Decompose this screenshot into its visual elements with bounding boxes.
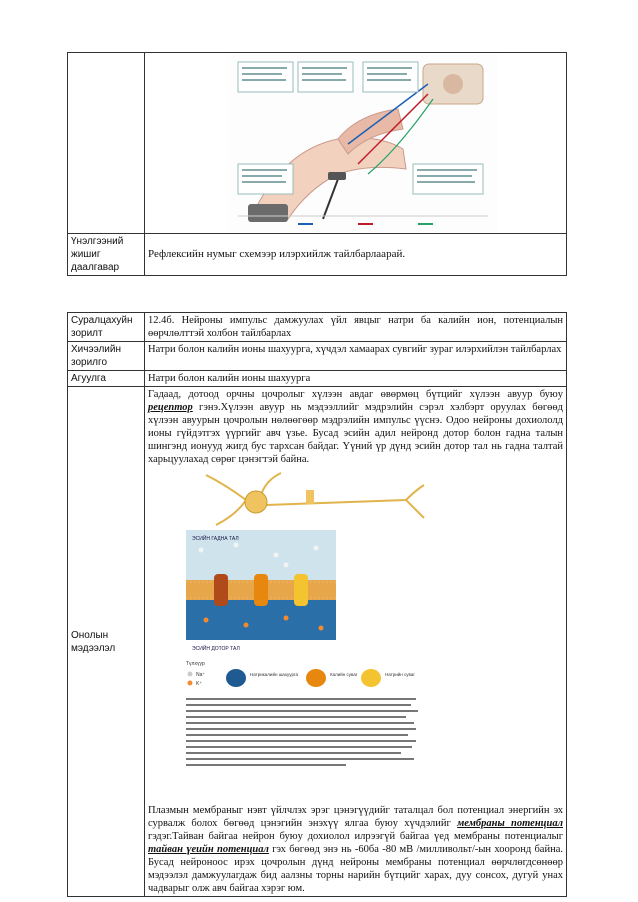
p1-text-c: гэнэ.Хүлээн авуур нь мэдээллийг мэдрэлийн сэрэл хэлбэрт оруулах бөгөөд хүлээн авуурын цочролын нөлөөгөөр мэдрэлийн импульс үүснэ. Одоо нейроны дохиололд ионы гүйдэтгэх үүргийг авч үзье. Бусад эсийн адил нейронд дотор болон гадна талын шингэнд ионууд жигд бус тархсан байдаг. Үүний үр дүнд эсийн дотор тал нь гадна талтай харьцуулахад сөрөг цэнэгтэй байна.: [148, 402, 563, 465]
p2-text-a: Плазмын мембраныг нэвт үйлчлэх эрэг цэнэгүүдийг таталцал бол потенциал энергийн эх сурвалж болох бөгөөд цэнэгийн энэхүү ялгаа буюу хүчдэлийг: [148, 805, 563, 829]
row-label-objective: Суралцахуйн зорилт: [68, 313, 145, 342]
membrane-diagram: [166, 470, 426, 800]
row-label-content: Агуулга: [68, 371, 145, 387]
theory-paragraph-2: [148, 804, 563, 895]
p2-text-e: гэх бөгөөд энэ нь -60ба -80 мВ /милливольт/-ын хооронд байна. Бусад нейроноос ирэх цочролын дүнд нейроны мембраны потенциал өөрчлөгдсөнөөр мэдээлэл дамжуулагдаж бид аалзны торны нарийн бүтцийг харах, дуу сонсох, дугуй унах чадварыг олж авч байгаа хэрэг юм.: [148, 844, 563, 894]
term-receptor: рецептор: [148, 402, 193, 413]
legend-pump: Натрикалийн шахуурга: [250, 672, 299, 677]
p2-text-c: гэдэг.Тайван байгаа нейрон буюу дохиолол илрээгүй байгаа үед мембраны потенциалыг: [148, 831, 563, 842]
theory-paragraph-1: [148, 388, 563, 466]
assessment-label: Үнэлгээний жишиг даалгавар: [68, 234, 145, 276]
legend-title: Түлхүүр: [186, 661, 205, 667]
term-resting-potential: тайван үеийн потенциал: [148, 844, 269, 855]
row-content-content: Натри болон калийн ионы шахуурга: [145, 371, 567, 387]
reflex-figure-cell: [145, 53, 567, 234]
lesson-table: [67, 312, 567, 897]
inside-label: ЭСИЙН ДОТОР ТАЛ: [192, 646, 240, 652]
legend-na: Na⁺: [196, 672, 206, 678]
row-content-goal: Натри болон калийн ионы шахуурга, хүчдэл хамаарах сувгийг зураг илэрхийлэн тайлбарлах: [145, 342, 567, 371]
outside-label: ЭСИЙН ГАДНА ТАЛ: [192, 536, 239, 542]
legend-k: K⁺: [196, 681, 202, 687]
reflex-table: [67, 52, 567, 276]
row-content-objective: 12.4б. Нейроны импульс дамжуулах үйл явцыг натри ба калийн ион, потенциалын өөрчлөлттэй холбон тайлбарлах: [145, 313, 567, 342]
p1-text-a: Гадаад, дотоод орчны цочролыг хүлээн авдаг өвөрмөц бүтцийг хүлээн авуур буюу: [148, 389, 563, 400]
legend-kchan: Калийн суваг: [330, 672, 358, 677]
theory-content: [145, 387, 567, 897]
row-label-goal: Хичээлийн зорилго: [68, 342, 145, 371]
theory-label: Онолын мэдээлэл: [68, 387, 145, 897]
reflex-arc-diagram: [228, 54, 498, 232]
legend-nachan: Натрийн суваг: [385, 672, 415, 677]
term-membrane-potential: мембраны потенциал: [457, 818, 563, 829]
membrane-figure: [148, 470, 563, 800]
assessment-content: Рефлексийн нумыг схемээр илэрхийлж тайлбарлаарай.: [145, 234, 567, 276]
empty-label-cell: [68, 53, 145, 234]
